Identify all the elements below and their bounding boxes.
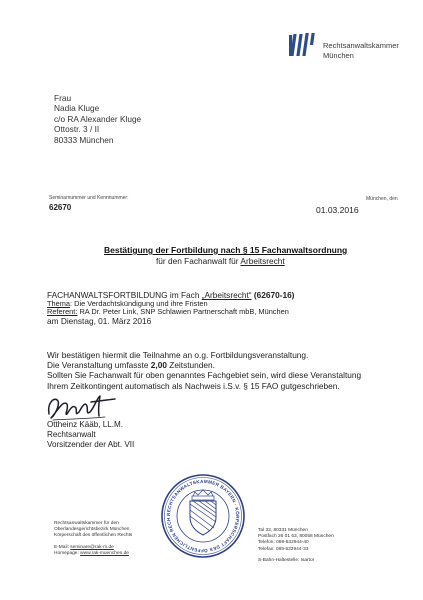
course-topic: : Die Verdachtskündigung und ihre Fristen bbox=[70, 298, 208, 308]
topic-label: Thema bbox=[47, 298, 71, 308]
footer-email-link[interactable]: seminare@rak-m.de bbox=[70, 544, 114, 550]
confirmation-text: Wir bestätigen hiermit die Teilnahme an o.g. Fortbildungsveranstaltung. Die Veranstaltung umfasste 2,00 Zeitstunden. Sollten Sie Fachanwalt für oben genanntes Fachgebiet sein, wird diese Veranstaltung Ihrem Zeitkontingent automatisch als Nachweis i.S.v. § 15 FAO gutgeschrieben. bbox=[47, 350, 362, 391]
chamber-logo-text: Rechtsanwaltskammer München bbox=[323, 41, 399, 60]
signer-name: Ottheinz Kääb, LL.M. bbox=[47, 420, 124, 429]
course-code: (62670-16) bbox=[253, 290, 295, 300]
speaker-label: Referent: bbox=[47, 307, 78, 317]
footer-homepage-link[interactable]: www.rak-muenchen.de bbox=[80, 550, 129, 556]
document-title: Bestätigung der Fortbildung nach § 15 Fachanwaltsordnung bbox=[104, 245, 348, 255]
seminar-number: 62670 bbox=[49, 203, 72, 212]
seminar-number-label: Seminarnummer und Kennnummer: bbox=[49, 195, 129, 201]
subtitle-field: Arbeitsrecht bbox=[240, 256, 285, 266]
course-speaker: RA Dr. Peter Link, SNP Schlawien Partnerschaft mbB, München bbox=[79, 307, 289, 317]
letter-date: 01.03.2016 bbox=[316, 205, 359, 215]
course-date: am Dienstag, 01. März 2016 bbox=[47, 315, 152, 326]
signer-position: Vorsitzender der Abt. VII bbox=[47, 440, 135, 450]
place-date-label: München, den bbox=[366, 196, 398, 202]
seal-text: RECHTSANWALTSKAMMER BAYERN · KÖRPERSCHAFT DES ÖFFENTLICHEN RECH bbox=[165, 478, 241, 554]
official-seal-stamp bbox=[160, 473, 246, 559]
hours-value: 2,00 bbox=[150, 360, 167, 371]
recipient-address: Frau Nadia Kluge c/o RA Alexander Kluge Ottostr. 3 / II 80333 München bbox=[54, 93, 142, 145]
footer-right: Tal 33, 80331 München Postfach 26 01 63, 80058 München Telefon: 089-532944-40 Telefax: 089-532944-33 S-Bahn-Haltestelle: Isartor bbox=[258, 528, 334, 563]
signer-role: Rechtsanwalt bbox=[47, 430, 96, 440]
course-details bbox=[47, 291, 294, 325]
course-field: „Arbeitsrecht“ bbox=[201, 290, 252, 300]
course-prefix: FACHANWALTSFORTBILDUNG im Fach bbox=[47, 290, 200, 300]
chamber-logo-icon bbox=[288, 30, 322, 58]
signer-block bbox=[47, 420, 134, 451]
footer-left: Rechtsanwaltskammer für den Oberlandesgerichtsbezirk München Körperschaft des öffentlichen Rechts E-Mail: seminare@rak-m.de Homepage: www.rak-muenchen.de bbox=[54, 521, 133, 556]
document-subtitle: für den Fachanwalt für Arbeitsrecht bbox=[156, 256, 285, 266]
